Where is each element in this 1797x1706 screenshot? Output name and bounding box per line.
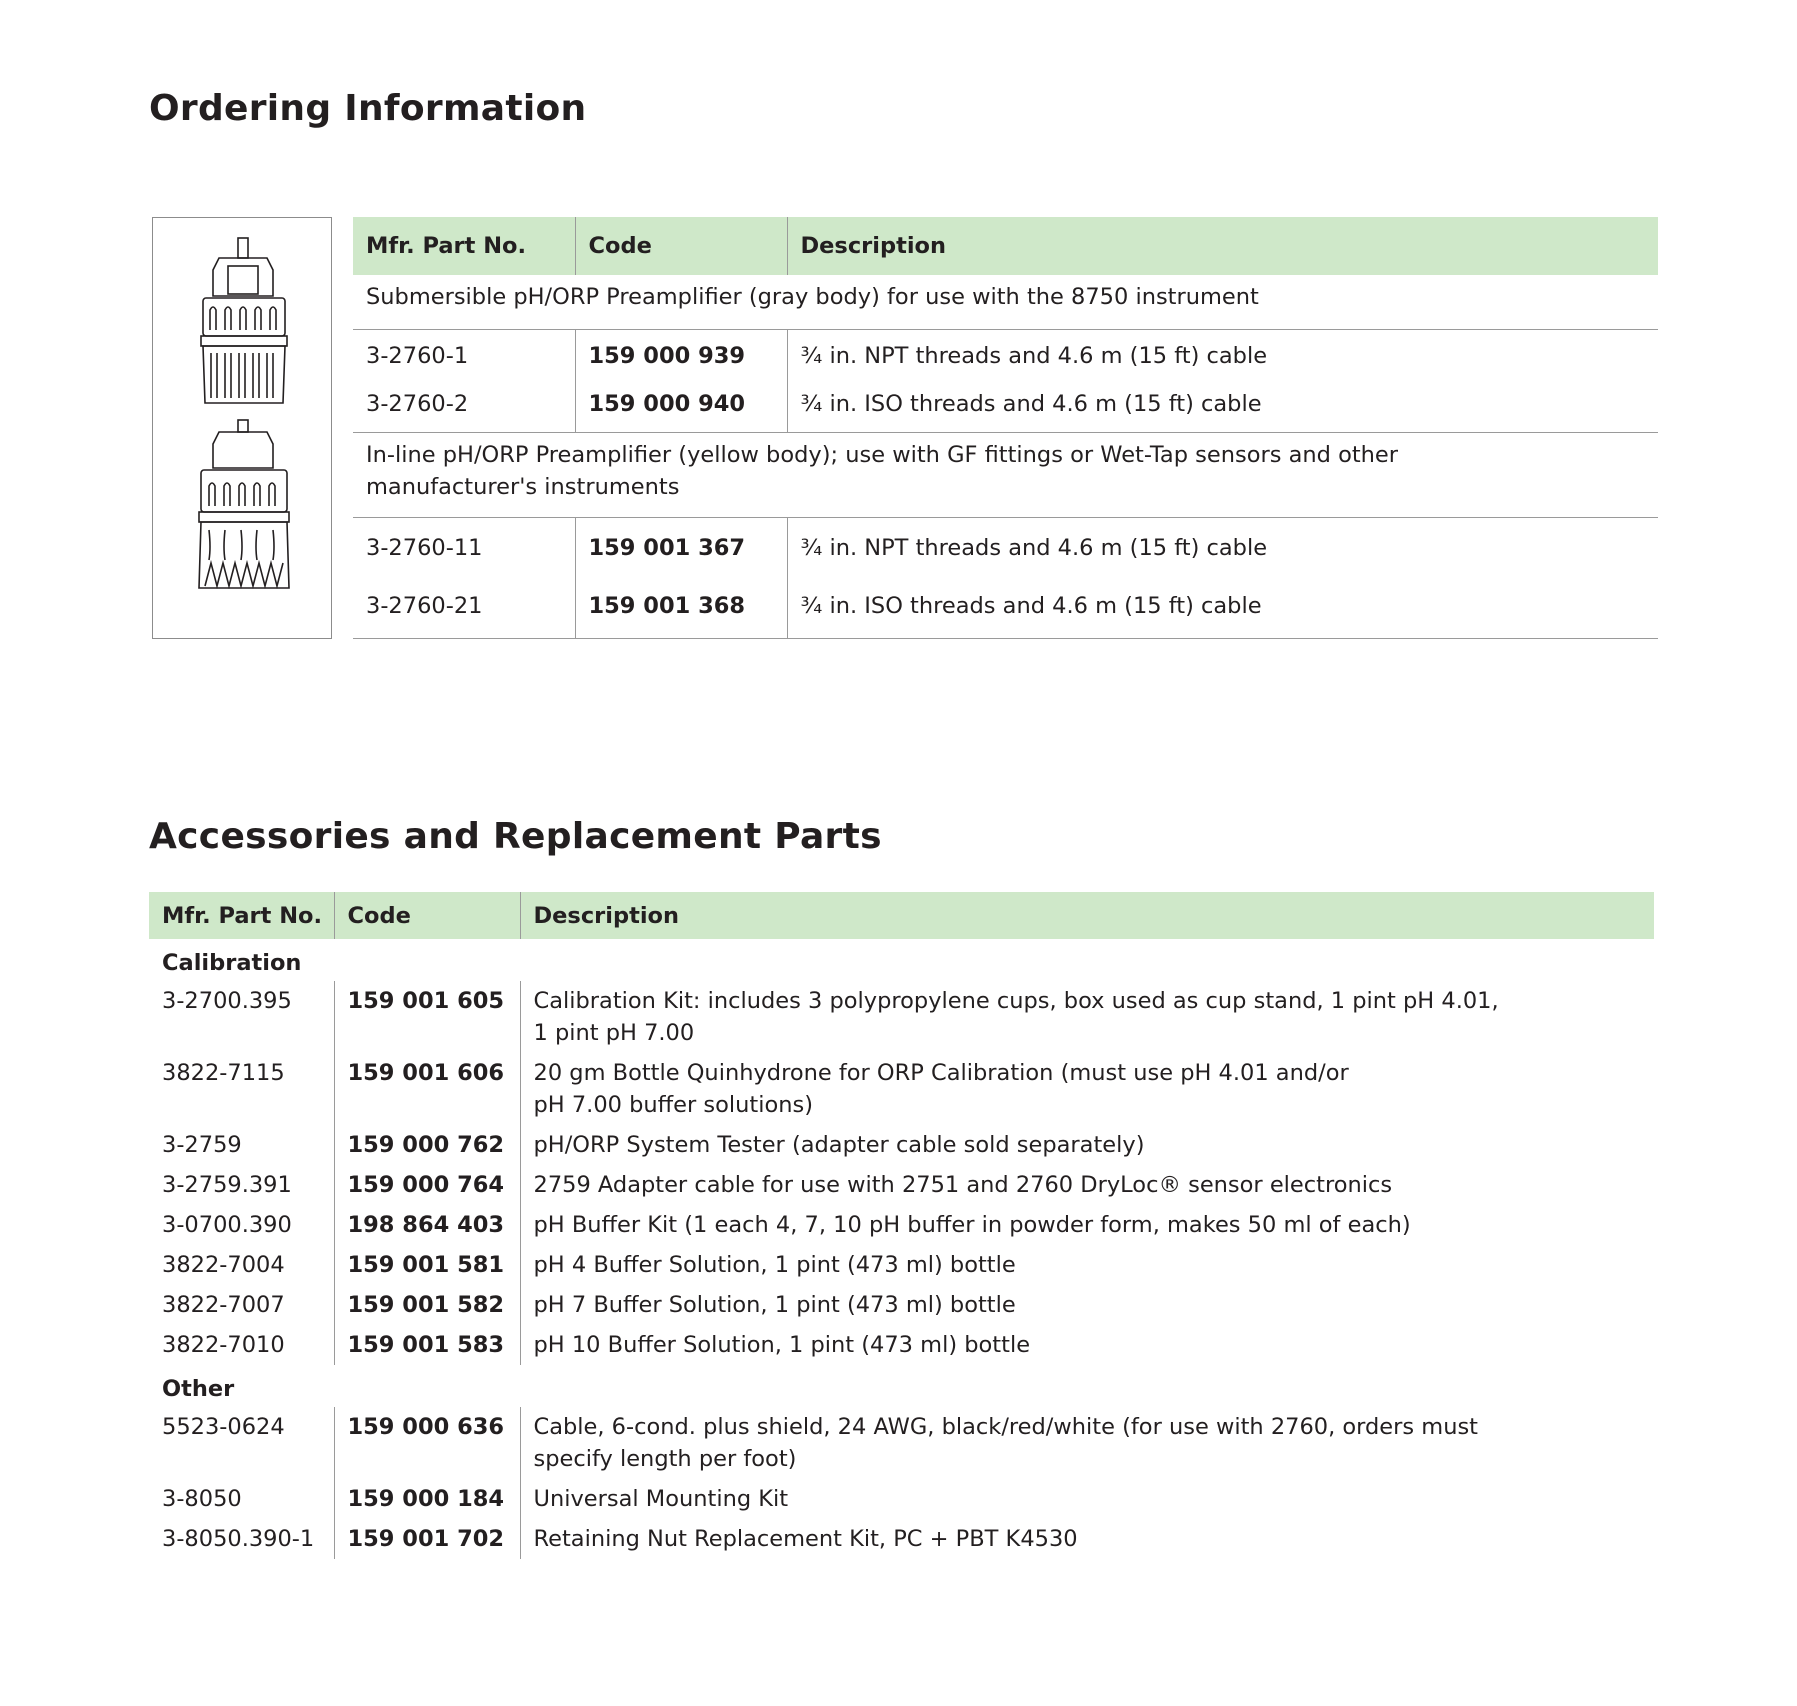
table-row: [149, 1125, 1654, 1165]
code: 159 001 583: [334, 1325, 520, 1365]
part-no: 3822-7004: [162, 1252, 285, 1278]
part-no: 3822-7010: [162, 1332, 285, 1358]
part-no: 3-0700.390: [162, 1212, 292, 1238]
table-row: [353, 518, 1658, 583]
table-row: [149, 1479, 1654, 1519]
description: pH 4 Buffer Solution, 1 pint (473 ml) bottle: [520, 1245, 1654, 1285]
header-description: Description: [520, 892, 1654, 939]
description: pH Buffer Kit (1 each 4, 7, 10 pH buffer in powder form, makes 50 ml of each): [520, 1205, 1654, 1245]
header-part-no: Mfr. Part No.: [149, 892, 334, 939]
part-no: 3-8050: [162, 1486, 242, 1512]
part-no: 3-2759.391: [162, 1172, 292, 1198]
table-row: [149, 1245, 1654, 1285]
category-label: Other: [162, 1376, 235, 1402]
description: 2759 Adapter cable for use with 2751 and 2760 DryLoc® sensor electronics: [520, 1165, 1654, 1205]
description: Retaining Nut Replacement Kit, PC + PBT K4530: [520, 1519, 1654, 1559]
description: ¾ in. NPT threads and 4.6 m (15 ft) cable: [787, 330, 1658, 387]
part-no: 5523-0624: [162, 1414, 285, 1440]
table-row: [149, 1285, 1654, 1325]
group-heading: In-line pH/ORP Preamplifier (yellow body); use with GF fittings or Wet-Tap sensors and other manufacturer's instruments: [353, 433, 1658, 518]
part-no: 3-2760-11: [366, 535, 483, 561]
part-no: 3-2700.395: [162, 988, 292, 1014]
accessories-table: [149, 892, 1654, 1559]
table-row: [149, 1325, 1654, 1365]
code: 159 001 367: [575, 518, 787, 583]
part-no: 3-8050.390-1: [162, 1526, 315, 1552]
header-code: Code: [334, 892, 520, 939]
table-row: [353, 386, 1658, 433]
table-row: [149, 1519, 1654, 1559]
part-no: 3822-7115: [162, 1060, 285, 1086]
description: 20 gm Bottle Quinhydrone for ORP Calibration (must use pH 4.01 and/or pH 7.00 buffer solutions): [520, 1053, 1654, 1125]
code: 159 000 939: [575, 330, 787, 387]
code: 159 000 762: [334, 1125, 520, 1165]
part-no: 3-2759: [162, 1132, 242, 1158]
part-no: 3-2760-21: [353, 582, 575, 639]
header-code: Code: [575, 217, 787, 275]
code: 159 000 184: [334, 1479, 520, 1519]
group-heading: Submersible pH/ORP Preamplifier (gray body) for use with the 8750 instrument: [353, 275, 1658, 330]
code: 159 001 605: [334, 981, 520, 1053]
header-part-no: Mfr. Part No.: [353, 217, 575, 275]
description: ¾ in. ISO threads and 4.6 m (15 ft) cable: [787, 582, 1658, 639]
code: 198 864 403: [334, 1205, 520, 1245]
preamplifier-image: [152, 217, 332, 639]
description: pH/ORP System Tester (adapter cable sold separately): [520, 1125, 1654, 1165]
header-description: Description: [787, 217, 1658, 275]
part-no: 3-2760-2: [353, 386, 575, 433]
table-row: [149, 1205, 1654, 1245]
table-row: [353, 330, 1658, 387]
ordering-header-row: [353, 217, 1658, 275]
code: 159 001 368: [575, 582, 787, 639]
table-row: [149, 1053, 1654, 1125]
accessories-title: Accessories and Replacement Parts: [149, 816, 882, 857]
code: 159 000 636: [334, 1407, 520, 1479]
accessories-header-row: [149, 892, 1654, 939]
table-row: [149, 1407, 1654, 1479]
description: Universal Mounting Kit: [520, 1479, 1654, 1519]
part-no: 3-2760-1: [366, 343, 469, 369]
description: Calibration Kit: includes 3 polypropylene cups, box used as cup stand, 1 pint pH 4.01, 1 pint pH 7.00: [520, 981, 1654, 1053]
description: ¾ in. NPT threads and 4.6 m (15 ft) cable: [787, 518, 1658, 583]
code: 159 001 702: [334, 1519, 520, 1559]
group-heading-row: [353, 275, 1658, 330]
category-row: [149, 939, 1654, 981]
code: 159 001 606: [334, 1053, 520, 1125]
code: 159 001 582: [334, 1285, 520, 1325]
description: ¾ in. ISO threads and 4.6 m (15 ft) cable: [787, 386, 1658, 433]
category-label: Calibration: [162, 950, 302, 976]
table-row: [353, 582, 1658, 639]
preamplifier-illustration: [153, 218, 333, 640]
category-row: [149, 1365, 1654, 1407]
description: Cable, 6-cond. plus shield, 24 AWG, black/red/white (for use with 2760, orders must specify length per foot): [520, 1407, 1654, 1479]
ordering-table: [353, 217, 1658, 639]
code: 159 000 764: [334, 1165, 520, 1205]
table-row: [149, 981, 1654, 1053]
ordering-title: Ordering Information: [149, 88, 587, 129]
group-heading-row: [353, 433, 1658, 518]
description: pH 10 Buffer Solution, 1 pint (473 ml) bottle: [520, 1325, 1654, 1365]
code: 159 000 940: [575, 386, 787, 433]
description: pH 7 Buffer Solution, 1 pint (473 ml) bottle: [520, 1285, 1654, 1325]
code: 159 001 581: [334, 1245, 520, 1285]
table-row: [149, 1165, 1654, 1205]
part-no: 3822-7007: [162, 1292, 285, 1318]
